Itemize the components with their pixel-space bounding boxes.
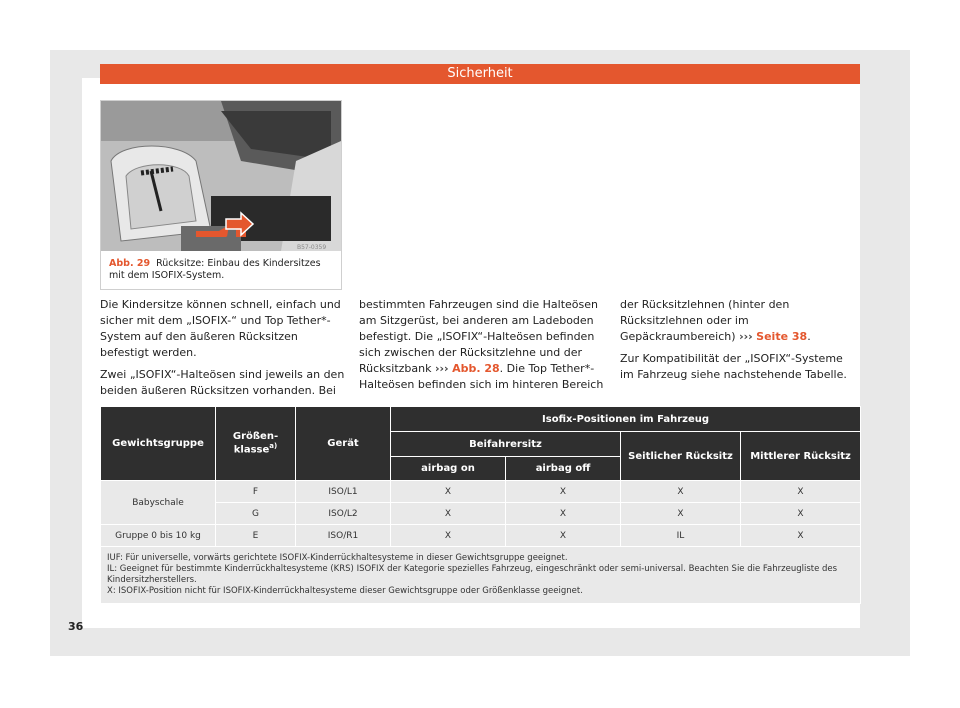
cell-airbag-on: X: [391, 503, 506, 525]
cell-airbag-on: X: [391, 481, 506, 503]
note-iuf: IUF: Für universelle, vorwärts gerichtete ISOFIX-Kinderrückhaltesysteme in dieser Gewichtsgruppe geeignet.: [107, 553, 568, 563]
cell-side: X: [621, 503, 741, 525]
cell-middle: X: [741, 481, 861, 503]
header-size-class: Größen-klasse$^{a)}$: [216, 407, 296, 481]
paragraph: Zwei „ISOFIX“-Halteösen sind jeweils an den beiden äußeren Rücksitzen vorhanden. Bei: [100, 368, 345, 397]
cell-size: G: [216, 503, 296, 525]
figure-reference-link[interactable]: Abb. 28: [452, 362, 500, 375]
text: bestimmten Fahrzeugen sind die Halteösen am Sitzgerüst, bei anderen am Ladeboden befestigt. Die „ISOFIX“-Halteösen befinden sich zwischen der Rücksitzlehne und der Rücksitzbank: [359, 298, 599, 375]
text: .: [807, 330, 811, 343]
car-seat-illustration: [101, 101, 341, 251]
cell-device: ISO/L2: [296, 503, 391, 525]
reference-arrow: ›››: [739, 330, 753, 343]
text: . Die Top Tether*-Halteösen befinden sich im hinteren Bereich: [359, 362, 604, 391]
text-column-2: [359, 297, 604, 399]
note-il: IL: Geeignet für bestimmte Kinderrückhaltesysteme (KRS) ISOFIX der Kategorie spezielles Fahrzeug, eingeschränkt oder semi-universal. Beachten Sie die Fahrzeugliste des Kindersitzherstellers.: [107, 564, 838, 585]
cell-middle: X: [741, 525, 861, 547]
figure-code: B57-0359: [297, 244, 327, 251]
figure-caption-text: Rücksitze: Einbau des Kindersitzes mit dem ISOFIX-System.: [109, 258, 321, 281]
header-side-rear-seat: Seitlicher Rücksitz: [621, 432, 741, 481]
paragraph: Zur Kompatibilität der „ISOFIX“-Systeme im Fahrzeug siehe nachstehende Tabelle.: [620, 352, 847, 381]
paragraph: Die Kindersitze können schnell, einfach und sicher mit dem „ISOFIX-“ und Top Tether*-System auf den äußeren Rücksitzen befestigt werden.: [100, 298, 341, 359]
paragraph: [620, 297, 860, 345]
header-passenger-seat: Beifahrersitz: [391, 432, 621, 457]
text-column-3: [620, 297, 860, 389]
text: der Rücksitzlehnen (hinter den Rücksitzlehnen oder im Gepäckraumbereich): [620, 298, 790, 343]
table-notes-row: [101, 547, 861, 604]
header-airbag-on: airbag on: [391, 457, 506, 481]
page-number: 36: [68, 620, 84, 633]
figure-box: [100, 100, 342, 290]
section-header: Sicherheit: [100, 64, 860, 84]
table-notes: [101, 547, 861, 604]
header-isofix-positions: Isofix-Positionen im Fahrzeug: [391, 407, 861, 432]
header-middle-rear-seat: Mittlerer Rücksitz: [741, 432, 861, 481]
cell-airbag-on: X: [391, 525, 506, 547]
figure-label: Abb. 29: [109, 258, 151, 269]
table-row: [101, 525, 861, 547]
cell-weight-group: Gruppe 0 bis 10 kg: [101, 525, 216, 547]
header-airbag-off: airbag off: [506, 457, 621, 481]
cell-airbag-off: X: [506, 525, 621, 547]
cell-side: X: [621, 481, 741, 503]
cell-weight-group: Babyschale: [101, 481, 216, 525]
text-column-1: [100, 297, 345, 405]
cell-device: ISO/L1: [296, 481, 391, 503]
cell-device: ISO/R1: [296, 525, 391, 547]
footnote-marker: a): [269, 442, 278, 451]
header-weight-group: Gewichtsgruppe: [101, 407, 216, 481]
cell-size: E: [216, 525, 296, 547]
page-reference-link[interactable]: Seite 38: [756, 330, 808, 343]
reference-arrow: ›››: [434, 362, 449, 375]
paragraph: [359, 297, 604, 393]
cell-side: IL: [621, 525, 741, 547]
cell-airbag-off: X: [506, 481, 621, 503]
isofix-table: [100, 406, 861, 604]
note-x: X: ISOFIX-Position nicht für ISOFIX-Kinderrückhaltesysteme dieser Gewichtsgruppe oder Größenklasse geeignet.: [107, 586, 583, 596]
figure-caption: [109, 258, 335, 282]
cell-middle: X: [741, 503, 861, 525]
header-device: Gerät: [296, 407, 391, 481]
cell-size: F: [216, 481, 296, 503]
cell-airbag-off: X: [506, 503, 621, 525]
table-row: [101, 481, 861, 503]
